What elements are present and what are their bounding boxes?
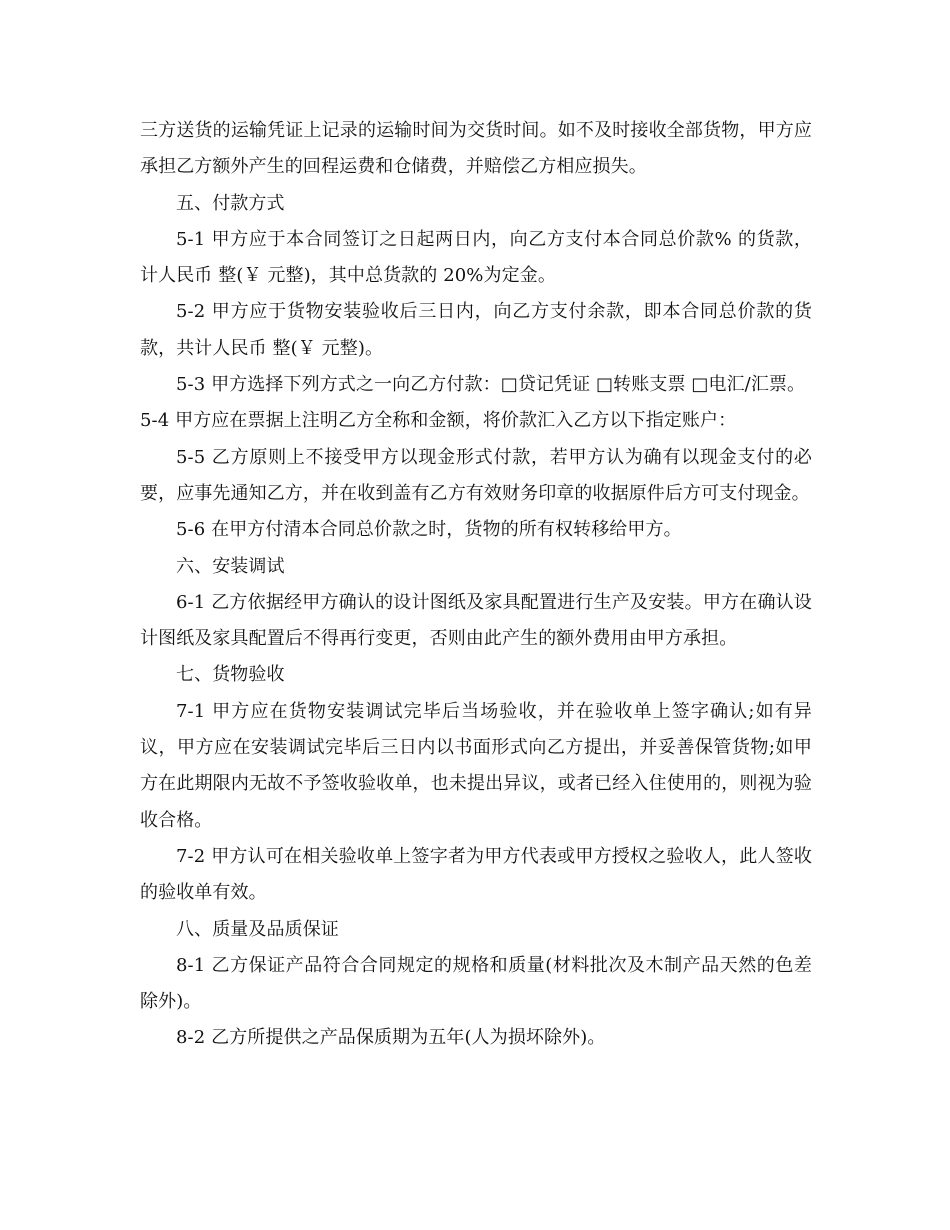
paragraph-delivery-time: 三方送货的运输凭证上记录的运输时间为交货时间。如不及时接收全部货物，甲方应承担乙方额外产生的回程运费和仓储费，并赔偿乙方相应损失。 xyxy=(140,120,812,178)
clause-6-1: 6-1 乙方依据经甲方确认的设计图纸及家具配置进行生产及安装。甲方在确认设计图纸及家具配置后不得再行变更，否则由此产生的额外费用由甲方承担。 xyxy=(140,591,812,650)
clause-7-1: 7-1 甲方应在货物安装调试完毕后当场验收，并在验收单上签字确认;如有异议，甲方应在安装调试完毕后三日内以书面形式向乙方提出，并妥善保管货物;如甲方在此期限内无故不予签收验收单，也未提出异议，或者已经入住使用的，则视为验收合格。 xyxy=(140,700,812,831)
clause-5-2: 5-2 甲方应于货物安装验收后三日内，向乙方支付余款，即本合同总价款的货款，共计人民币 整(￥ 元整)。 xyxy=(140,301,812,359)
clause-8-2: 8-2 乙方所提供之产品保质期为五年(人为损坏除外)。 xyxy=(176,1027,606,1049)
section-heading-acceptance: 七、货物验收 xyxy=(176,664,285,686)
clause-5-6: 5-6 在甲方付清本合同总价款之时，货物的所有权转移给甲方。 xyxy=(176,519,682,541)
clause-8-1: 8-1 乙方保证产品符合合同规定的规格和质量(材料批次及木制产品天然的色差除外)。 xyxy=(140,954,812,1013)
clause-5-3: 5-3 甲方选择下列方式之一向乙方付款：□贷记凭证 □转账支票 □电汇/汇票。 xyxy=(176,374,806,396)
section-heading-installation: 六、安装调试 xyxy=(176,555,285,577)
clause-5-1: 5-1 甲方应于本合同签订之日起两日内，向乙方支付本合同总价款% 的货款，计人民币 整(￥ 元整)，其中总货款的 20%为定金。 xyxy=(140,228,812,287)
clause-5-4: 5-4 甲方应在票据上注明乙方全称和金额，将价款汇入乙方以下指定账户： xyxy=(140,410,737,432)
clause-5-5: 5-5 乙方原则上不接受甲方以现金形式付款，若甲方认为确有以现金支付的必要，应事先通知乙方，并在收到盖有乙方有效财务印章的收据原件后方可支付现金。 xyxy=(140,446,812,504)
clause-7-2: 7-2 甲方认可在相关验收单上签字者为甲方代表或甲方授权之验收人，此人签收的验收单有效。 xyxy=(140,845,812,904)
document-body xyxy=(140,113,812,1057)
section-heading-quality: 八、质量及品质保证 xyxy=(176,918,339,940)
section-heading-payment: 五、付款方式 xyxy=(176,192,285,214)
